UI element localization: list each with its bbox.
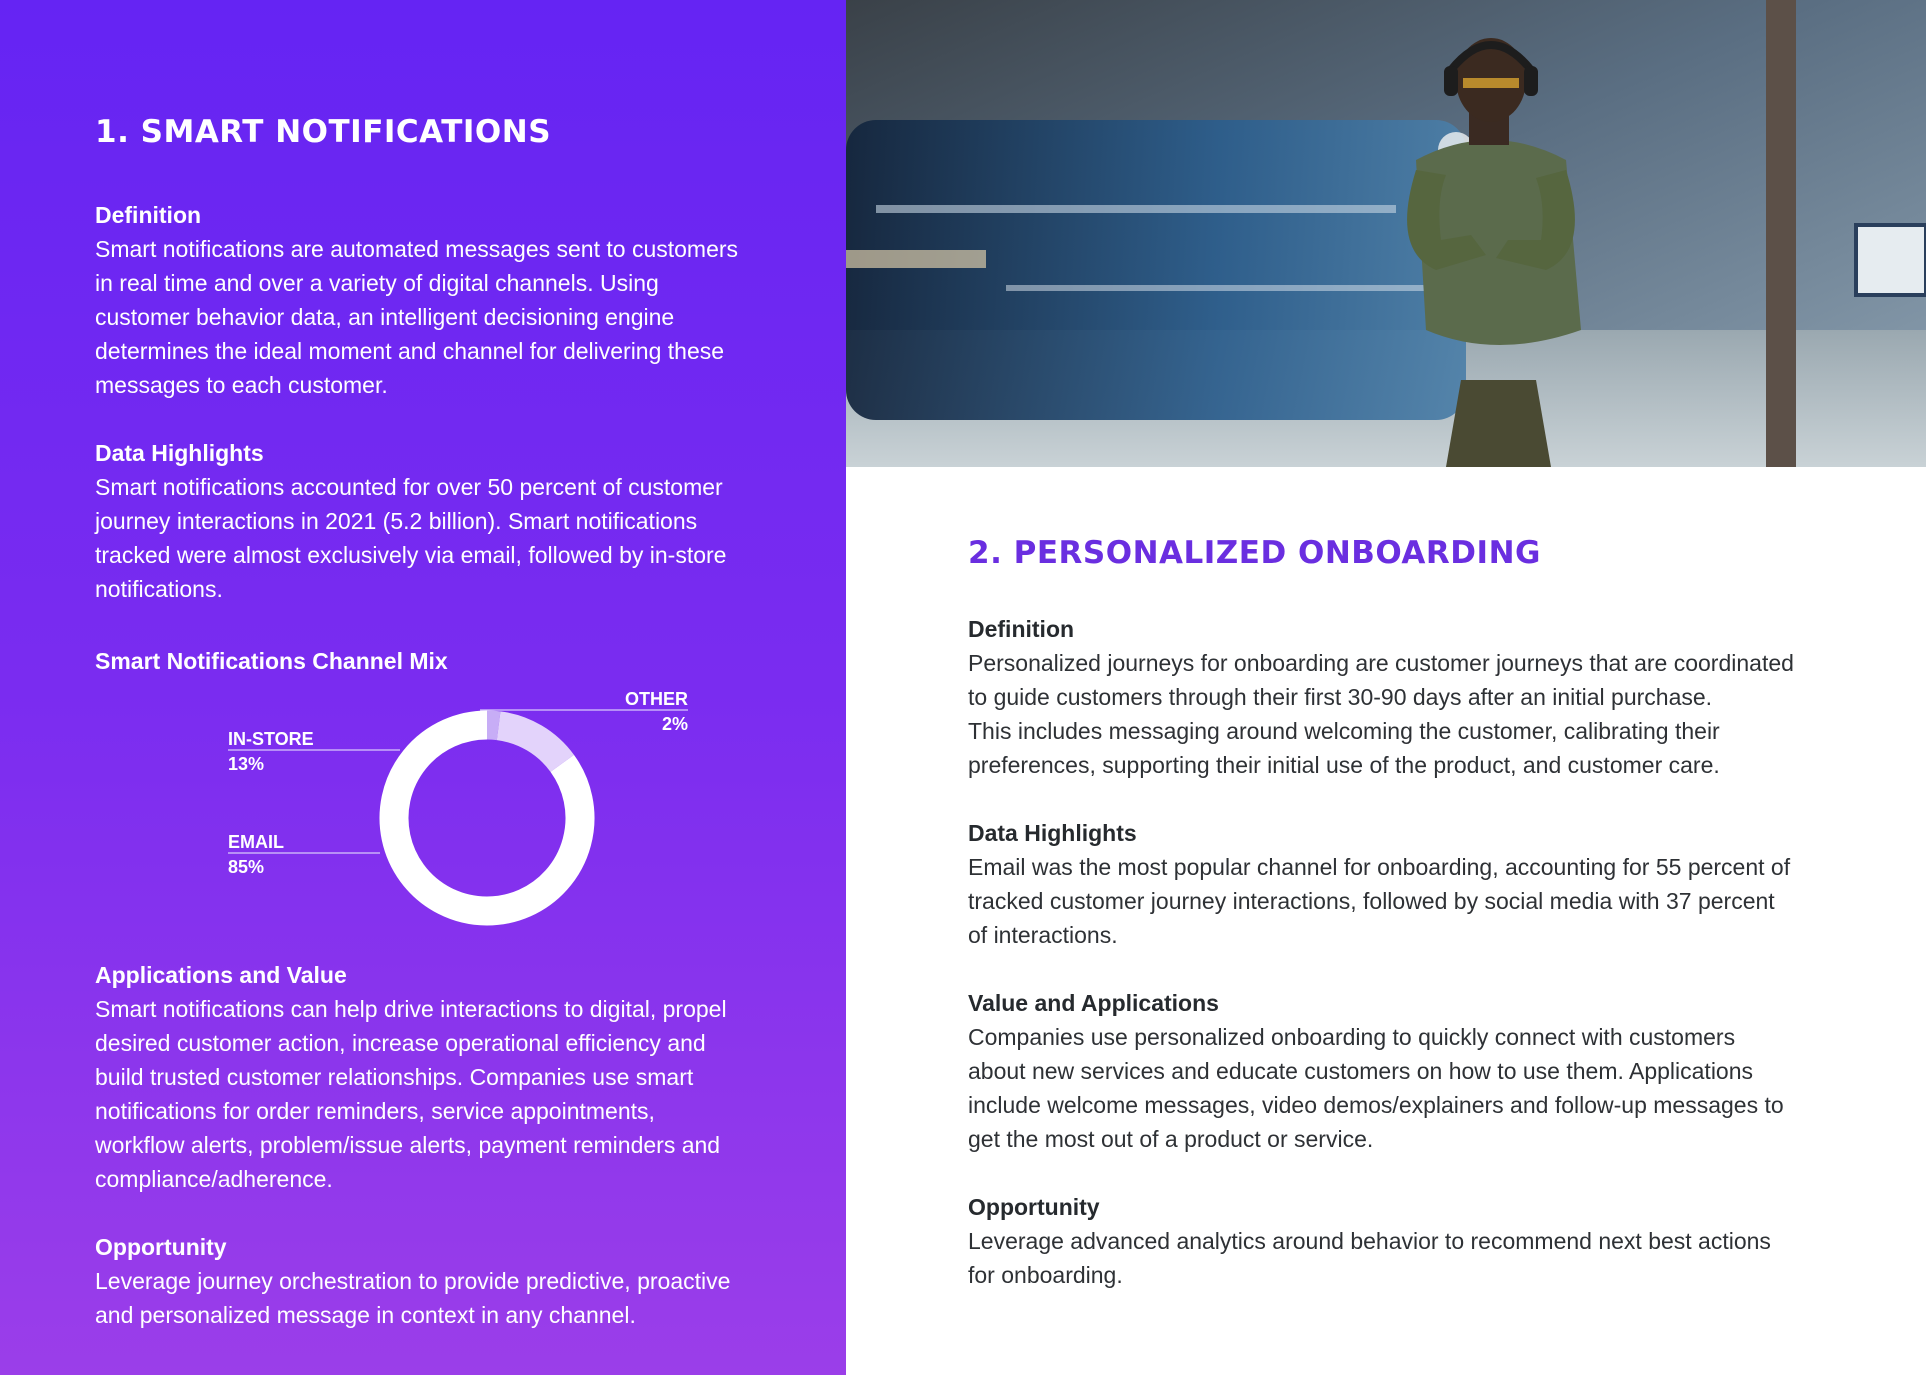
applications-block <box>95 958 810 1196</box>
value-line: about new services and educate customers on how to use them. Applications <box>968 1058 1754 1084</box>
highlights-line: notifications. <box>95 576 223 602</box>
smart-notifications-panel <box>0 0 846 1375</box>
value-applications-block <box>968 986 1848 1156</box>
section-title-personalized-onboarding: 2. PERSONALIZED ONBOARDING <box>968 535 1541 571</box>
applications-line: compliance/adherence. <box>95 1166 333 1192</box>
value-applications-heading: Value and Applications <box>968 990 1219 1016</box>
value-line: include welcome messages, video demos/explainers and follow-up messages to <box>968 1092 1784 1118</box>
highlights-line: tracked customer journey interactions, followed by social media with 37 percent <box>968 888 1775 914</box>
applications-line: notifications for order reminders, service appointments, <box>95 1098 655 1124</box>
slice-value-other: 2% <box>661 714 688 734</box>
definition-line: Smart notifications are automated messages sent to customers <box>95 236 739 262</box>
slice-label-email: EMAIL <box>228 832 284 852</box>
applications-line: Smart notifications can help drive interactions to digital, propel <box>95 996 727 1022</box>
opportunity-line: Leverage advanced analytics around behavior to recommend next best actions <box>968 1228 1771 1254</box>
slice-label-other: OTHER <box>625 689 688 709</box>
definition-line: in real time and over a variety of digital channels. Using <box>95 270 659 296</box>
data-highlights-heading: Data Highlights <box>95 440 264 466</box>
slice-value-in-store: 13% <box>228 754 265 774</box>
opportunity-line: and personalized message in context in any channel. <box>95 1302 636 1328</box>
highlights-line: journey interactions in 2021 (5.2 billion). Smart notifications <box>95 508 698 534</box>
chart-title: Smart Notifications Channel Mix <box>95 648 448 674</box>
applications-line: build trusted customer relationships. Companies use smart <box>95 1064 694 1090</box>
donut-slice-in-store <box>499 726 563 764</box>
channel-mix-donut-chart <box>0 0 846 960</box>
value-line: get the most out of a product or service. <box>968 1126 1374 1152</box>
highlights-line: tracked were almost exclusively via email, followed by in-store <box>95 542 727 568</box>
value-line: Companies use personalized onboarding to quickly connect with customers <box>968 1024 1736 1050</box>
highlights-line: Email was the most popular channel for onboarding, accounting for 55 percent of <box>968 854 1791 880</box>
slice-value-email: 85% <box>228 857 265 877</box>
opportunity-line: for onboarding. <box>968 1262 1123 1288</box>
opportunity-line: Leverage journey orchestration to provide predictive, proactive <box>95 1268 731 1294</box>
highlights-line: Smart notifications accounted for over 50 percent of customer <box>95 474 723 500</box>
definition-line: to guide customers through their first 30-90 days after an initial purchase. <box>968 684 1713 710</box>
definition-line: preferences, supporting their initial use of the product, and customer care. <box>968 752 1720 778</box>
definition-line: messages to each customer. <box>95 372 388 398</box>
definition-line: Personalized journeys for onboarding are customer journeys that are coordinated <box>968 650 1794 676</box>
applications-heading: Applications and Value <box>95 962 347 988</box>
applications-line: desired customer action, increase operational efficiency and <box>95 1030 706 1056</box>
opportunity-block <box>968 1190 1848 1292</box>
definition-line: determines the ideal moment and channel for delivering these <box>95 338 725 364</box>
definition-line: customer behavior data, an intelligent decisioning engine <box>95 304 675 330</box>
opportunity-block <box>95 1230 810 1332</box>
highlights-line: of interactions. <box>968 922 1118 948</box>
opportunity-heading: Opportunity <box>95 1234 227 1260</box>
data-highlights-heading: Data Highlights <box>968 820 1137 846</box>
donut-slice-other <box>487 725 499 726</box>
man-checking-watch-photo <box>846 0 1926 467</box>
slice-label-in-store: IN-STORE <box>228 729 314 749</box>
data-highlights-block <box>968 816 1848 952</box>
definition-block <box>968 612 1848 782</box>
applications-line: workflow alerts, problem/issue alerts, payment reminders and <box>95 1132 721 1158</box>
definition-line: This includes messaging around welcoming the customer, calibrating their <box>968 718 1720 744</box>
opportunity-heading: Opportunity <box>968 1194 1100 1220</box>
definition-heading: Definition <box>95 202 202 228</box>
section-title-smart-notifications: 1. SMART NOTIFICATIONS <box>95 114 552 150</box>
definition-heading: Definition <box>968 616 1075 642</box>
